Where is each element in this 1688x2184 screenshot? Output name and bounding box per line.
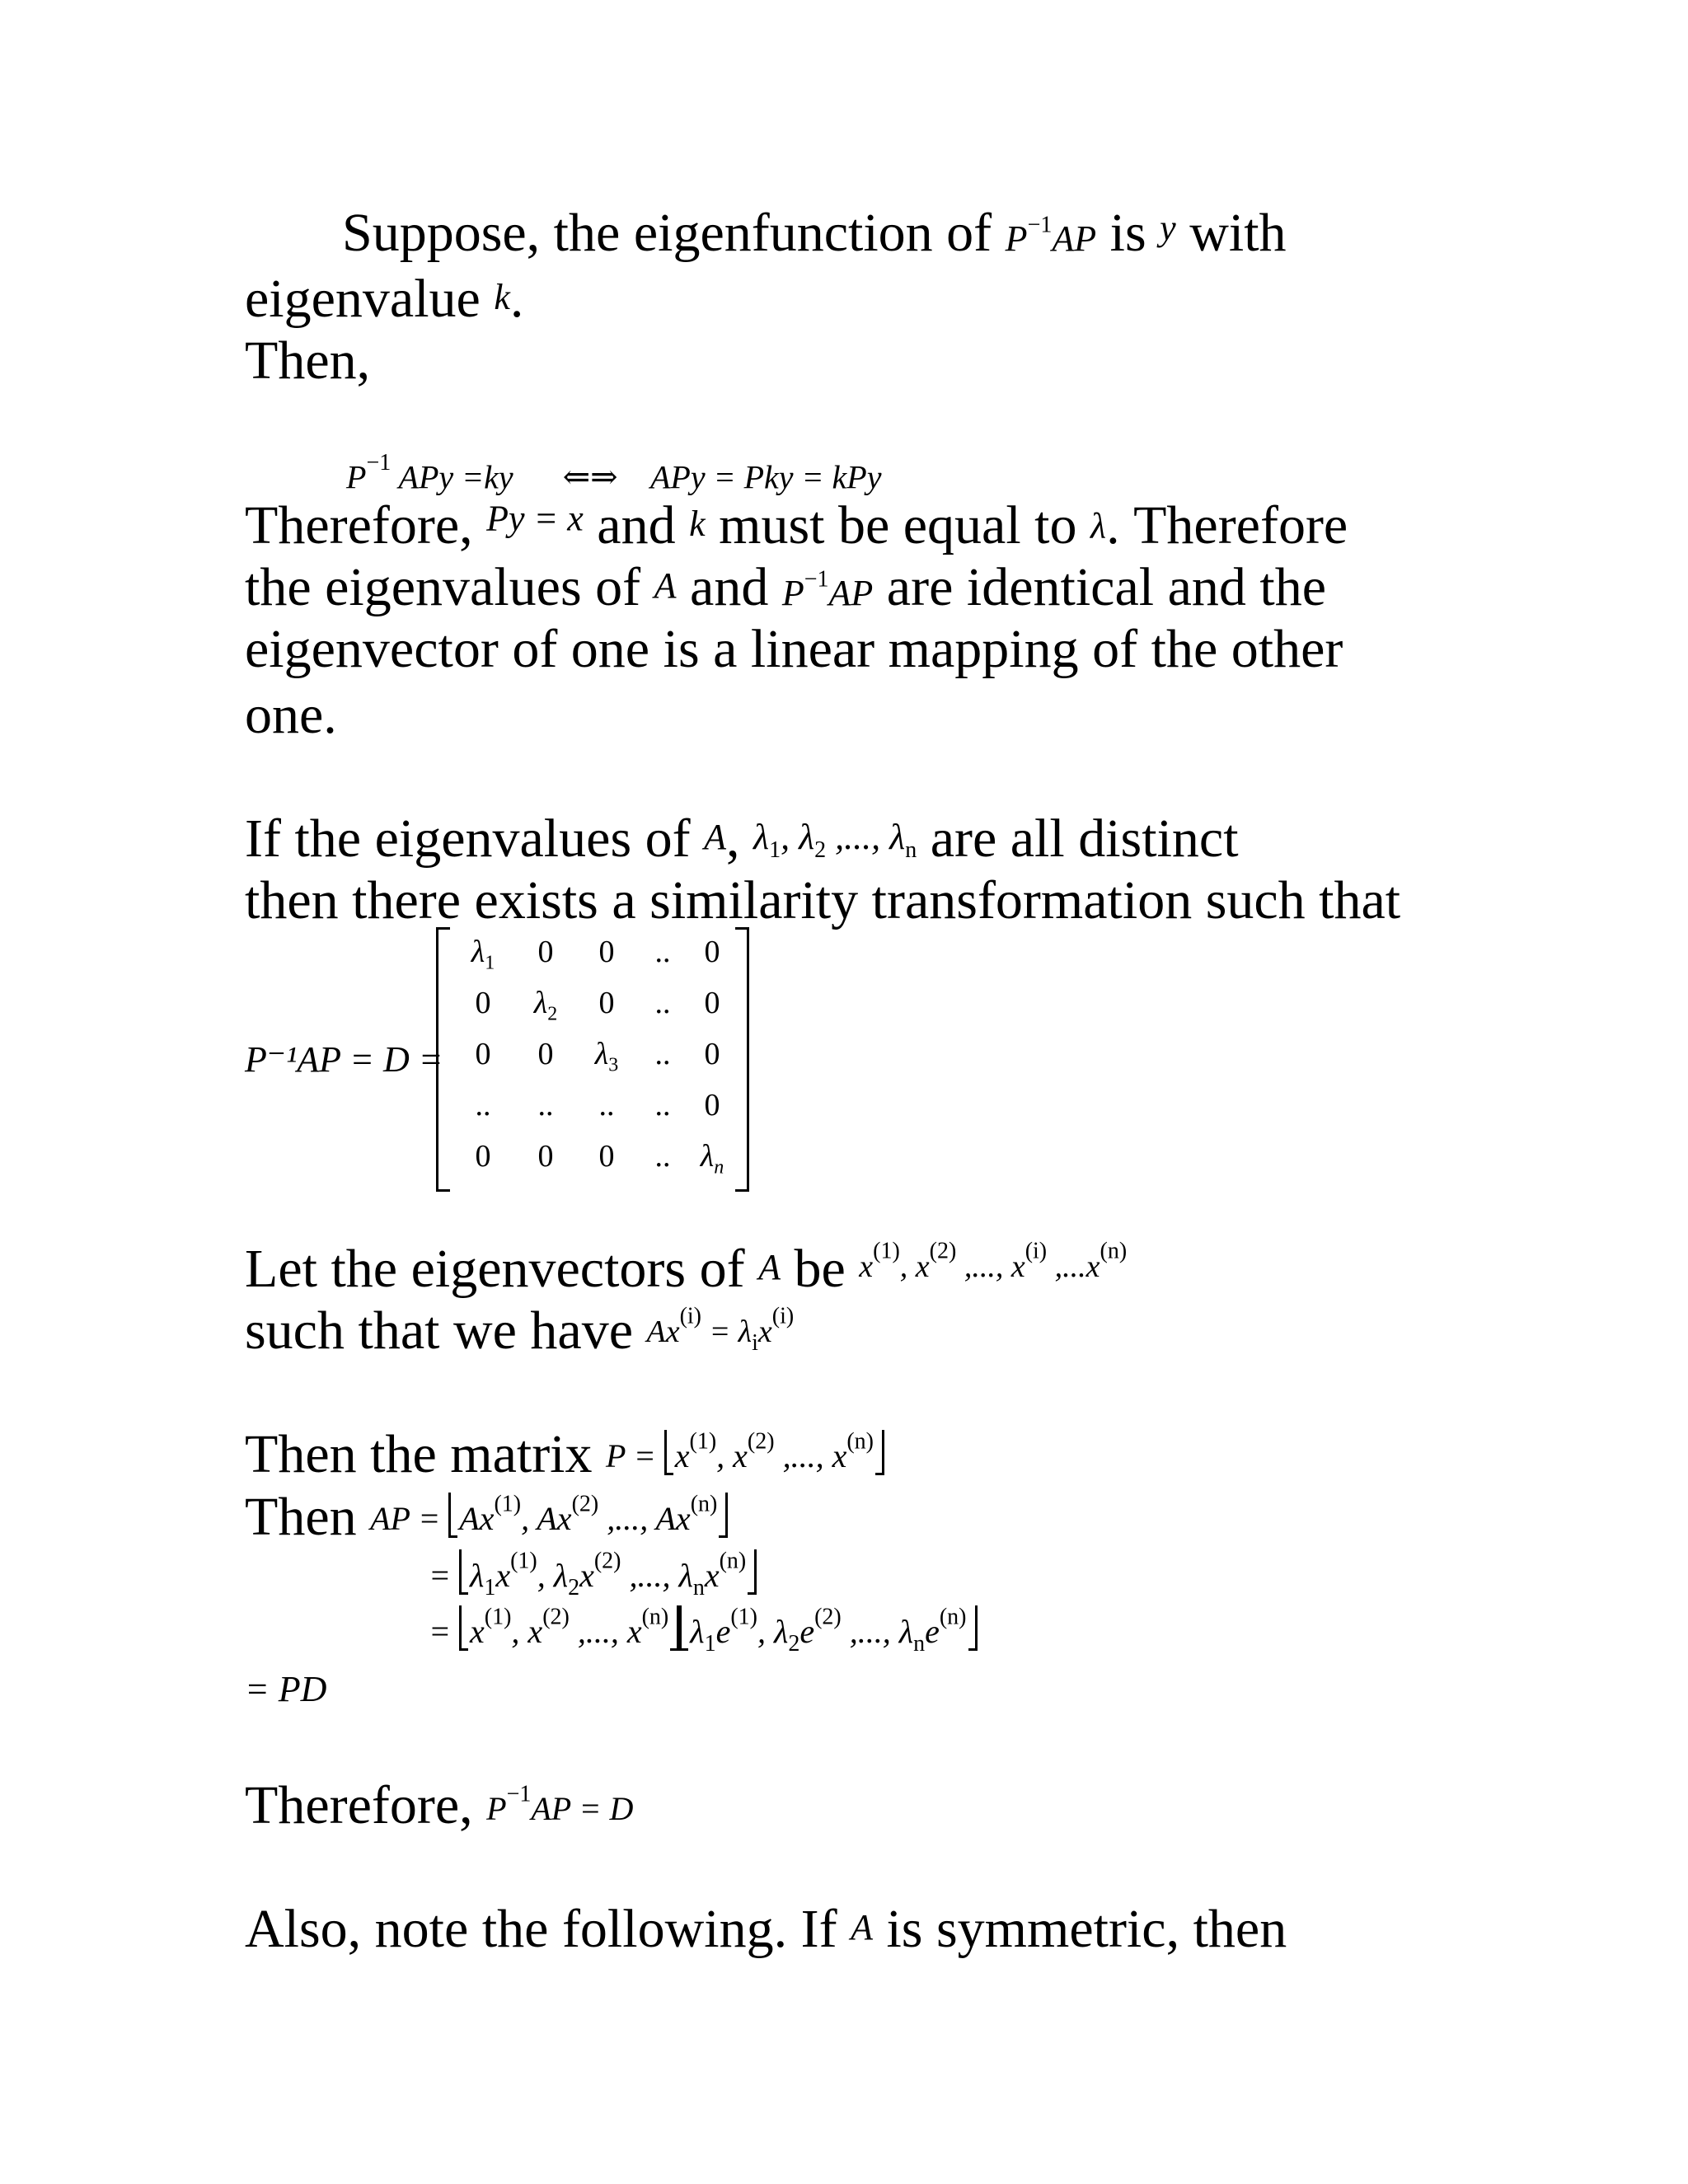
inline-math-a: A — [654, 565, 677, 607]
matrix-cell: 0 — [704, 1088, 720, 1122]
inline-math-ap: AP = $Ax^{(1)}$, Ax$^{(2)}$ ,..., Ax$^{(n)}$ — [370, 1500, 728, 1537]
matrix-cell: 0 — [475, 986, 491, 1020]
inline-math-eigen-equation: $Ax^{(i)} = \lambda_ix^{(i)}$ — [646, 1304, 795, 1357]
matrix-cell: 0 — [704, 935, 720, 969]
p3-line1: If the eigenvalues of A, $\lambda_1$, $\lambda_2$ ,..., $\lambda_n$ are all distinct — [245, 808, 1239, 869]
ap-step-3: = $x^{(1)}$, $x^{(2)}$ ,..., $x^{(n)}$ $\lambda_1e^{(1)}$, $\lambda_2e^{(2)}$ ,..., $\lambda_ne^{(n)}$ — [429, 1605, 978, 1656]
p4-line1: Let the eigenvectors of A be $x^{(1)}$, $x^{(2)}$ ,..., $x^{(i)}$ $,...x^{(n)}$ — [245, 1238, 1128, 1299]
matrix-cell: .. — [598, 1088, 615, 1122]
matrix-cell: 0 — [475, 1139, 491, 1174]
matrix-cell: .. — [537, 1088, 554, 1122]
p6-line: Therefore, $P^{-1}AP = D$ — [245, 1775, 634, 1835]
inline-math-py-x: Py = x — [486, 498, 584, 539]
p2-line4: one. — [245, 685, 337, 745]
inline-math-p-inv-ap: $P^{-1}AP$ — [1005, 212, 1097, 259]
inline-math-k: k — [689, 504, 706, 545]
matrix-cell: 0 — [537, 1139, 554, 1174]
p1-line3: Then, — [245, 330, 371, 391]
p2-line3: eigenvector of one is a linear mapping of the other — [245, 619, 1343, 679]
matrix-cell: 0 — [475, 1037, 491, 1071]
p2-line1: Therefore, $^{Py = x}$ and k must be equal to λ. Therefore — [245, 495, 1348, 555]
p5-line1: Then the matrix $P = x^{(1)}$, $x^{(2)}$ ,..., $x^{(n)}$ — [245, 1427, 884, 1482]
p1-line1: Suppose, the eigenfunction of $P^{-1}AP$ is y with — [342, 203, 1287, 263]
ap-step-2: = $\lambda_1x^{(1)}$, $\lambda_2x^{(2)}$ ,..., $\lambda_nx^{(n)}$ — [429, 1549, 757, 1600]
p1-line2: eigenvalue k. — [245, 269, 524, 329]
matrix-cell: .. — [654, 1037, 671, 1071]
matrix-cell: 0 — [537, 935, 554, 969]
inline-math-lambda-list: $\lambda_1$, $\lambda_2$ ,..., $\lambda_n$ — [753, 817, 917, 863]
matrix-cell: .. — [475, 1088, 491, 1122]
equation-1: $P^{-1}$ APy =ky ⇐⇒ APy = Pky = kPy — [346, 450, 882, 496]
inline-math-eigenvector-list: $x^{(1)}$, $x^{(2)}$ ,..., $x^{(i)}$ $,...x^{(n)}$ — [859, 1239, 1128, 1285]
matrix-cell: 0 — [537, 1037, 554, 1071]
matrix-cell: .. — [654, 986, 671, 1020]
matrix-cell: .. — [654, 1139, 671, 1174]
matrix-lhs: P⁻¹AP = D = — [245, 1039, 443, 1080]
matrix-cell: 0 — [598, 1139, 615, 1174]
diagonal-matrix — [436, 927, 749, 1187]
matrix-cell: $\lambda_3$ — [594, 1037, 619, 1076]
matrix-cell: $\lambda_1$ — [471, 935, 495, 974]
diagonal-matrix-equation — [245, 927, 756, 1191]
p7-line: Also, note the following. If A is symmetric, then — [245, 1899, 1287, 1959]
matrix-cell: .. — [654, 1088, 671, 1122]
inline-math-result: $P^{-1}AP = D$ — [486, 1781, 634, 1827]
inline-math-p-inv-ap: $P^{-1}AP$ — [781, 566, 874, 613]
inline-math-k: k — [494, 277, 510, 318]
matrix-cell: 0 — [704, 986, 720, 1020]
equals-pd: = PD — [245, 1669, 327, 1709]
inline-math-a: A — [851, 1907, 873, 1948]
matrix-cell: .. — [654, 935, 671, 969]
p5-line2: Then AP = $Ax^{(1)}$, Ax$^{(2)}$ ,..., Ax$^{(n)}$ — [245, 1490, 728, 1544]
p2-line2: the eigenvalues of A and $P^{-1}AP$ are identical and the — [245, 557, 1327, 617]
matrix-cell: 0 — [598, 935, 615, 969]
matrix-left-bracket — [436, 927, 450, 1192]
p3-line2: then there exists a similarity transformation such that — [245, 870, 1401, 930]
inline-math-a: A — [704, 817, 726, 858]
matrix-cell: $\lambda_2$ — [533, 986, 558, 1025]
matrix-cell: 0 — [704, 1037, 720, 1071]
matrix-cell: $\lambda_n$ — [700, 1139, 724, 1179]
inline-math-lambda: λ — [1090, 505, 1107, 546]
inline-math-p-matrix: $P = x^{(1)}$, $x^{(2)}$ ,..., $x^{(n)}$ — [606, 1437, 884, 1474]
matrix-cell: 0 — [598, 986, 615, 1020]
p4-line2: such that we have $Ax^{(i)} = \lambda_ix^{(i)}$ — [245, 1301, 795, 1361]
inline-math-a: A — [758, 1246, 781, 1287]
inline-math-y: y — [1160, 207, 1176, 248]
